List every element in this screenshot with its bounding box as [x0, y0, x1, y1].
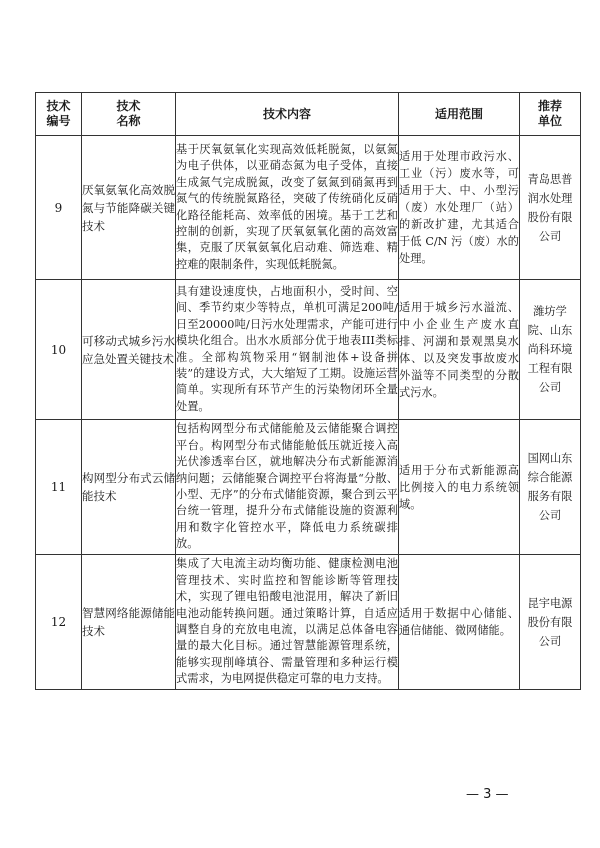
tech-id: 10 [36, 280, 82, 420]
header-tech-name: 技术 名称 [82, 93, 176, 136]
table-row [36, 420, 581, 555]
recommending-org: 昆宇电源 股份有限 公司 [520, 555, 581, 690]
header-scope: 适用范围 [399, 93, 520, 136]
page-number: — 3 — [466, 787, 509, 802]
recommending-org: 国网山东 综合能源 服务有限 公司 [520, 420, 581, 555]
tech-name: 智慧网络能源储能技术 [82, 555, 176, 690]
tech-scope: 适用于数据中心储能、通信储能、微网储能。 [399, 555, 520, 690]
recommending-org: 青岛思普 润水处理 股份有限 公司 [520, 136, 581, 280]
tech-content: 基于厌氧氨氧化实现高效低耗脱氮，以氨氮为电子供体，以亚硝态氮为电子受体，直接生成氮气完成脱氮，改变了氨氮到硝氮再到氮气的传统脱氮路径，突破了传统硝化反硝化路径能耗高、效率低的困境。基于工艺和控制的创新，实现了厌氧氨氧化菌的高效富集，克服了厌氧氨氧化启动难、筛选难、精控难的限制条件，实现低耗脱氮。 [176, 136, 399, 280]
tech-scope: 适用于分布式新能源高比例接入的电力系统领域。 [399, 420, 520, 555]
tech-id: 11 [36, 420, 82, 555]
header-tech-id: 技术 编号 [36, 93, 82, 136]
tech-name: 构网型分布式云储能技术 [82, 420, 176, 555]
table-row [36, 280, 581, 420]
table-row [36, 555, 581, 690]
tech-content: 具有建设速度快，占地面积小，受时间、空间、季节约束少等特点，单机可满足200吨/日至20000吨/日污水处理需求，产能可进行模块化组合。出水水质部分优于地表III类标准。全部构筑物采用“钢制池体+设备拼装”的建设方式，大大缩短了工期。设施运营简单。实现所有环节产生的污染物闭环全量处置。 [176, 280, 399, 420]
technology-table [35, 92, 581, 690]
recommending-org: 潍坊学 院、山东 尚科环境 工程有限 公司 [520, 280, 581, 420]
table-header-row [36, 93, 581, 136]
tech-content: 集成了大电流主动均衡功能、健康检测电池管理技术、实时监控和智能诊断等管理技术，实现了锂电铅酸电池混用，解决了新旧电池动能转换问题。通过策略计算，自适应调整自身的充放电电流，以满足总体备电容量的最大化目标。通过智慧能源管理系统，能够实现削峰填谷、需量管理和多种运行模式需求，为电网提供稳定可靠的电力支持。 [176, 555, 399, 690]
tech-name: 可移动式城乡污水应急处置关键技术 [82, 280, 176, 420]
tech-id: 9 [36, 136, 82, 280]
tech-id: 12 [36, 555, 82, 690]
tech-content: 包括构网型分布式储能舱及云储能聚合调控平台。构网型分布式储能舱低压就近接入高光伏渗透率台区，就地解决分布式新能源消纳问题；云储能聚合调控平台将海量“分散、小型、无序”的分布式储能资源，聚合到云平台统一管理，提升分布式储能设施的资源利用和数字化管控水平，降低电力系统碳排放。 [176, 420, 399, 555]
header-recommender: 推荐 单位 [520, 93, 581, 136]
tech-scope: 适用于城乡污水溢流、中小企业生产废水直排、河湖和景观黑臭水体、以及突发事故废水外溢等不同类型的分散式污水。 [399, 280, 520, 420]
tech-name: 厌氧氨氧化高效脱氮与节能降碳关键技术 [82, 136, 176, 280]
tech-scope: 适用于处理市政污水、工业（污）废水等，可适用于大、中、小型污（废）水处理厂（站）的新改扩建，尤其适合于低 C/N 污（废）水的处理。 [399, 136, 520, 280]
header-tech-content: 技术内容 [176, 93, 399, 136]
table-row [36, 136, 581, 280]
